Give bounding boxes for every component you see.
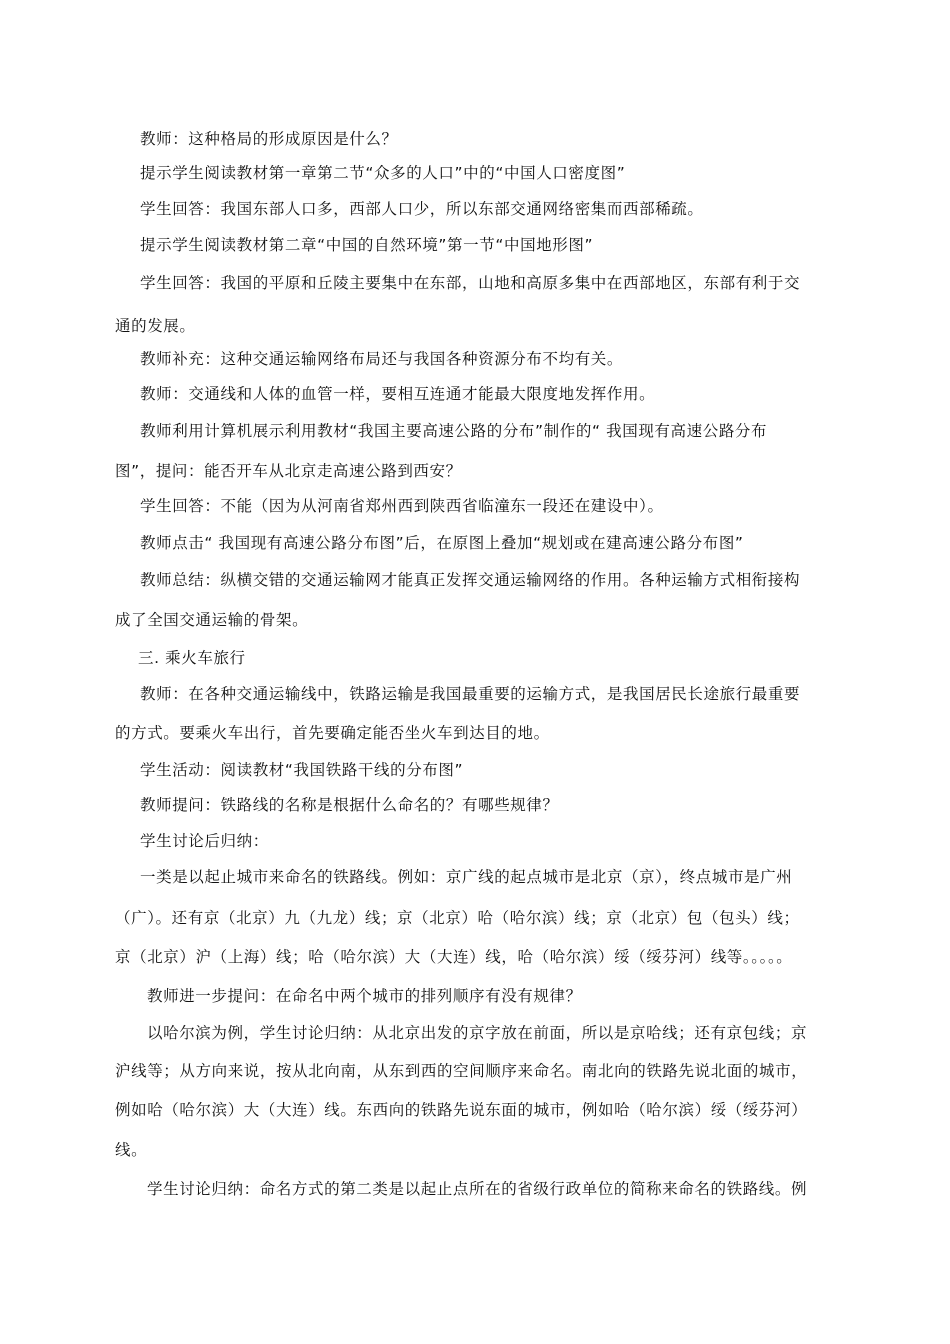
text-line: 提示学生阅读教材第二章“中国的自然环境”第一节“中国地形图” xyxy=(140,236,594,254)
text-line: 教师进一步提问：在命名中两个城市的排列顺序有没有规律？ xyxy=(147,987,582,1005)
text-line: 以哈尔滨为例，学生讨论归纳：从北京出发的京字放在前面，所以是京哈线；还有京包线；京 xyxy=(147,1024,808,1042)
text-line: 沪线等；从方向来说，按从北向南，从东到西的空间顺序来命名。南北向的铁路先说北面的城市， xyxy=(115,1062,808,1080)
text-line: 京（北京）沪（上海）线；哈（哈尔滨）大（大连）线，哈（哈尔滨）绥（绥芬河）线等。。。。。 xyxy=(115,948,793,966)
text-line: 教师提问：铁路线的名称是根据什么命名的？有哪些规律？ xyxy=(140,796,559,814)
text-line: 一类是以起止城市来命名的铁路线。例如：京广线的起点城市是北京（京），终点城市是广州 xyxy=(140,868,793,886)
section-heading: 三. 乘火车旅行 xyxy=(138,649,246,667)
text-line: 教师：交通线和人体的血管一样，要相互连通才能最大限度地发挥作用。 xyxy=(140,385,656,403)
text-line: 成了全国交通运输的骨架。 xyxy=(115,611,309,629)
text-line: 教师：在各种交通运输线中，铁路运输是我国最重要的运输方式，是我国居民长途旅行最重要 xyxy=(140,685,801,703)
text-line: 学生回答：我国东部人口多，西部人口少，所以东部交通网络密集而西部稀疏。 xyxy=(140,200,704,218)
text-line: 例如哈（哈尔滨）大（大连）线。东西向的铁路先说东面的城市，例如哈（哈尔滨）绥（绥芬河） xyxy=(115,1101,808,1119)
text-line: 教师点击“ 我国现有高速公路分布图”后，在原图上叠加“规划或在建高速公路分布图” xyxy=(140,534,744,552)
text-line: 学生讨论归纳：命名方式的第二类是以起止点所在的省级行政单位的简称来命名的铁路线。例 xyxy=(147,1180,808,1198)
text-line: 学生回答：不能（因为从河南省郑州西到陕西省临潼东一段还在建设中）。 xyxy=(140,497,664,515)
text-line: 提示学生阅读教材第一章第二节“众多的人口”中的“中国人口密度图” xyxy=(140,164,626,182)
text-line: 的方式。要乘火车出行，首先要确定能否坐火车到达目的地。 xyxy=(115,724,550,742)
text-line: 学生回答：我国的平原和丘陵主要集中在东部，山地和高原多集中在西部地区，东部有利于交 xyxy=(140,274,801,292)
text-line: 学生活动：阅读教材“我国铁路干线的分布图” xyxy=(140,761,464,779)
text-line: （广）。还有京（北京）九（九龙）线；京（北京）哈（哈尔滨）线；京（北京）包（包头）线； xyxy=(115,909,800,927)
text-line: 通的发展。 xyxy=(115,317,196,335)
text-line: 学生讨论后归纳： xyxy=(140,832,269,850)
text-line: 教师：这种格局的形成原因是什么？ xyxy=(140,130,398,148)
text-line: 教师总结：纵横交错的交通运输网才能真正发挥交通运输网络的作用。各种运输方式相衔接构 xyxy=(140,571,801,589)
text-line: 线。 xyxy=(115,1141,148,1159)
text-line: 教师补充：这种交通运输网络布局还与我国各种资源分布不均有关。 xyxy=(140,350,624,368)
text-line: 教师利用计算机展示利用教材“我国主要高速公路的分布”制作的“ 我国现有高速公路分布 xyxy=(140,422,768,440)
text-line: 图”，提问：能否开车从北京走高速公路到西安？ xyxy=(115,462,462,480)
